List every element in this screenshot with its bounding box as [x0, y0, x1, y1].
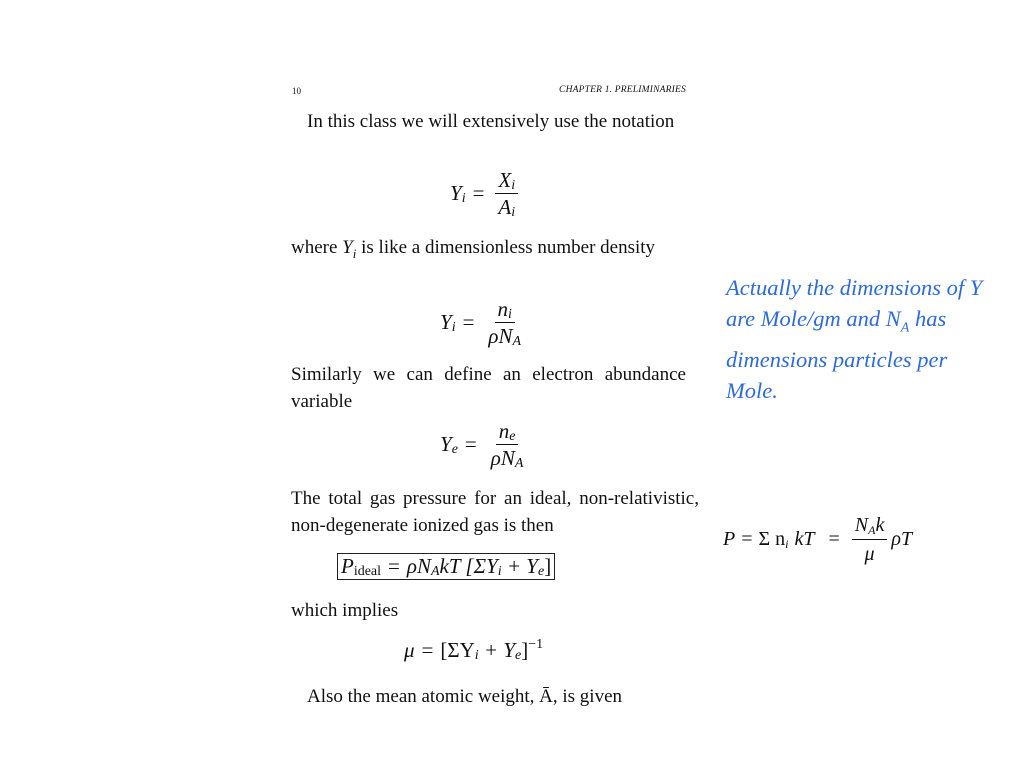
running-head: CHAPTER 1. PRELIMINARIES: [559, 85, 686, 95]
equation-y-x-over-a: $Y_i$ = $\frac{X_i}{A_i}$: [450, 168, 522, 219]
equation-ye: $Y_e$ = $\frac{n_e}{\rho N_A}$: [440, 419, 524, 471]
equation-y-n-over-rho-na: $Y_i$ = $\frac{n_i}{\rho N_A}$: [440, 297, 522, 349]
page-number: 10: [292, 86, 301, 96]
side-equation-pressure: P = Σ $n_i$ kT = $\frac{N_Ak}{\mu}$ ρT: [723, 514, 913, 565]
margin-annotation: Actually the dimensions of Y are Mole/gm and $N_A$ has dimensions particles per Mole.: [726, 275, 983, 403]
paragraph-which-implies: which implies: [291, 600, 399, 621]
paragraph-notation: In this class we will extensively use the notation: [307, 111, 675, 132]
paragraph-electron-abundance: Similarly we can define an electron abundance variable: [291, 364, 686, 412]
paragraph-number-density: where $Y_i$ is like a dimensionless number density: [291, 237, 656, 261]
paragraph-mean-atomic-weight: Also the mean atomic weight, Ā, is given: [307, 686, 623, 707]
paragraph-gas-pressure: The total gas pressure for an ideal, non-relativistic, non-degenerate ionized gas is then: [291, 488, 699, 536]
equation-mu: μ = $[\Sigma Y_i + Y_e]^{-1}$: [404, 637, 544, 663]
equation-p-ideal-boxed: $P_{ideal}$ = $\rho N_AkT$ $[\Sigma Y_i + Y_e]$: [337, 553, 555, 580]
